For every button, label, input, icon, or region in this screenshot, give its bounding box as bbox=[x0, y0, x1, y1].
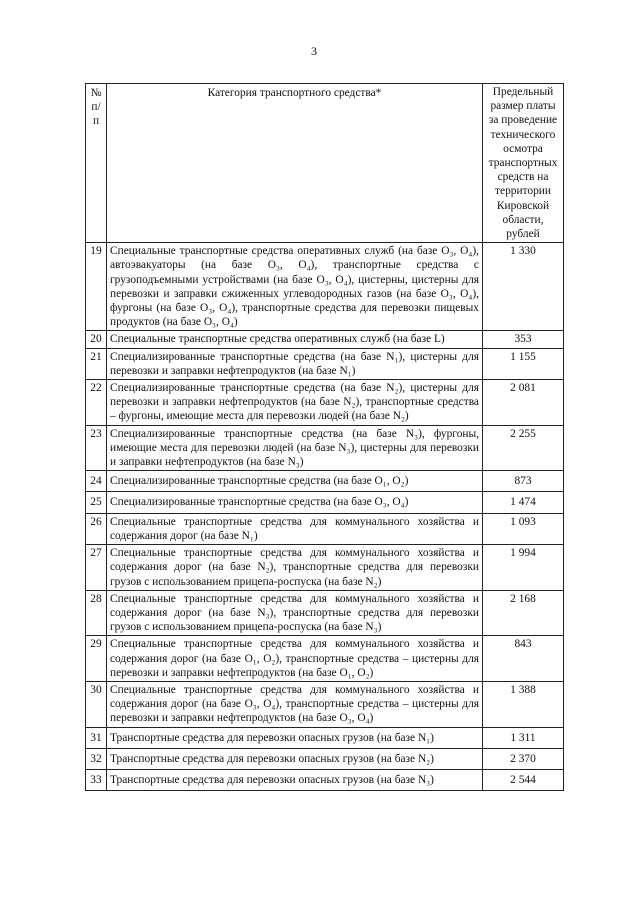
header-number: № п/п bbox=[86, 84, 107, 243]
row-category: Специальные транспортные средства для коммунального хозяйства и содержания дорог (на базе O₃, O₄), транспортные средства – цистерны для перевозки и заправки нефтепродуктов (на базе O₃, O₄) bbox=[107, 681, 483, 727]
row-fee: 1 388 bbox=[483, 681, 564, 727]
row-number: 25 bbox=[86, 492, 107, 513]
inspection-fee-table bbox=[85, 83, 564, 791]
table-row bbox=[86, 545, 564, 591]
row-number: 30 bbox=[86, 681, 107, 727]
row-number: 19 bbox=[86, 243, 107, 331]
row-category: Специализированные транспортные средства (на базе O₁, O₂) bbox=[107, 471, 483, 492]
row-fee: 1 474 bbox=[483, 492, 564, 513]
table-row bbox=[86, 243, 564, 331]
table-row bbox=[86, 681, 564, 727]
row-number: 28 bbox=[86, 590, 107, 636]
row-number: 21 bbox=[86, 348, 107, 379]
row-number: 32 bbox=[86, 748, 107, 769]
row-number: 23 bbox=[86, 425, 107, 471]
row-category: Специализированные транспортные средства (на базе O₃, O₄) bbox=[107, 492, 483, 513]
table-row bbox=[86, 727, 564, 748]
row-fee: 1 155 bbox=[483, 348, 564, 379]
row-fee: 2 081 bbox=[483, 380, 564, 426]
table-row bbox=[86, 331, 564, 348]
row-category: Специальные транспортные средства оперативных служб (на базе O₃, O₄), автоэвакуаторы (на базе O₃, O₄), транспортные средства с грузоподъемными устройствами (на базе O₃, O₄), цистерны, цистерны для перевозки и заправки сжиженных углеводородных газов (на базе O₃, O₄), фургоны (на базе O₃, O₄), транспортные средства для перевозки пищевых продуктов (на базе O₃, O₄) bbox=[107, 243, 483, 331]
row-number: 24 bbox=[86, 471, 107, 492]
row-category: Специальные транспортные средства для коммунального хозяйства и содержания дорог (на базе O₁, O₂), транспортные средства – цистерны для перевозки и заправки нефтепродуктов (на базе O₁, O₂) bbox=[107, 636, 483, 682]
table-row bbox=[86, 513, 564, 544]
row-category: Транспортные средства для перевозки опасных грузов (на базе N₁) bbox=[107, 727, 483, 748]
row-category: Специализированные транспортные средства (на базе N₃), фургоны, имеющие места для перевозки людей (на базе N₃), цистерны для перевозки и заправки нефтепродуктов (на базе N₃) bbox=[107, 425, 483, 471]
row-category: Специальные транспортные средства для коммунального хозяйства и содержания дорог (на базе N₁) bbox=[107, 513, 483, 544]
row-fee: 1 330 bbox=[483, 243, 564, 331]
table-row bbox=[86, 348, 564, 379]
row-category: Транспортные средства для перевозки опасных грузов (на базе N₂) bbox=[107, 748, 483, 769]
table-header-row bbox=[86, 84, 564, 243]
row-number: 31 bbox=[86, 727, 107, 748]
row-category: Специализированные транспортные средства (на базе N₁), цистерны для перевозки и заправки нефтепродуктов (на базе N₁) bbox=[107, 348, 483, 379]
row-number: 33 bbox=[86, 769, 107, 790]
row-fee: 2 255 bbox=[483, 425, 564, 471]
row-fee: 2 370 bbox=[483, 748, 564, 769]
row-category: Специальные транспортные средства для коммунального хозяйства и содержания дорог (на базе N₃), транспортные средства для перевозки грузов с использованием прицепа-роспуска (на базе N₃) bbox=[107, 590, 483, 636]
row-fee: 843 bbox=[483, 636, 564, 682]
table-row bbox=[86, 380, 564, 426]
row-fee: 2 168 bbox=[483, 590, 564, 636]
row-number: 27 bbox=[86, 545, 107, 591]
row-fee: 873 bbox=[483, 471, 564, 492]
row-fee: 1 994 bbox=[483, 545, 564, 591]
row-number: 22 bbox=[86, 380, 107, 426]
row-number: 29 bbox=[86, 636, 107, 682]
table-row bbox=[86, 425, 564, 471]
page-number: 3 bbox=[311, 44, 317, 58]
row-category: Специальные транспортные средства для коммунального хозяйства и содержания дорог (на базе N₂), транспортные средства для перевозки грузов с использованием прицепа-роспуска (на базе N₂) bbox=[107, 545, 483, 591]
row-number: 20 bbox=[86, 331, 107, 348]
row-fee: 1 311 bbox=[483, 727, 564, 748]
header-category: Категория транспортного средства* bbox=[107, 84, 483, 243]
table-row bbox=[86, 636, 564, 682]
row-category: Специализированные транспортные средства (на базе N₂), цистерны для перевозки и заправки нефтепродуктов (на базе N₂), транспортные средства – фургоны, имеющие места для перевозки людей (на базе N₂) bbox=[107, 380, 483, 426]
table-row bbox=[86, 471, 564, 492]
table-row bbox=[86, 748, 564, 769]
row-fee: 353 bbox=[483, 331, 564, 348]
row-category: Транспортные средства для перевозки опасных грузов (на базе N₃) bbox=[107, 769, 483, 790]
row-fee: 1 093 bbox=[483, 513, 564, 544]
row-fee: 2 544 bbox=[483, 769, 564, 790]
row-number: 26 bbox=[86, 513, 107, 544]
row-category: Специальные транспортные средства оперативных служб (на базе L) bbox=[107, 331, 483, 348]
table-row bbox=[86, 492, 564, 513]
header-fee: Предельный размер платы за проведение технического осмотра транспортных средств на территории Кировской области, рублей bbox=[483, 84, 564, 243]
table-row bbox=[86, 590, 564, 636]
table-row bbox=[86, 769, 564, 790]
